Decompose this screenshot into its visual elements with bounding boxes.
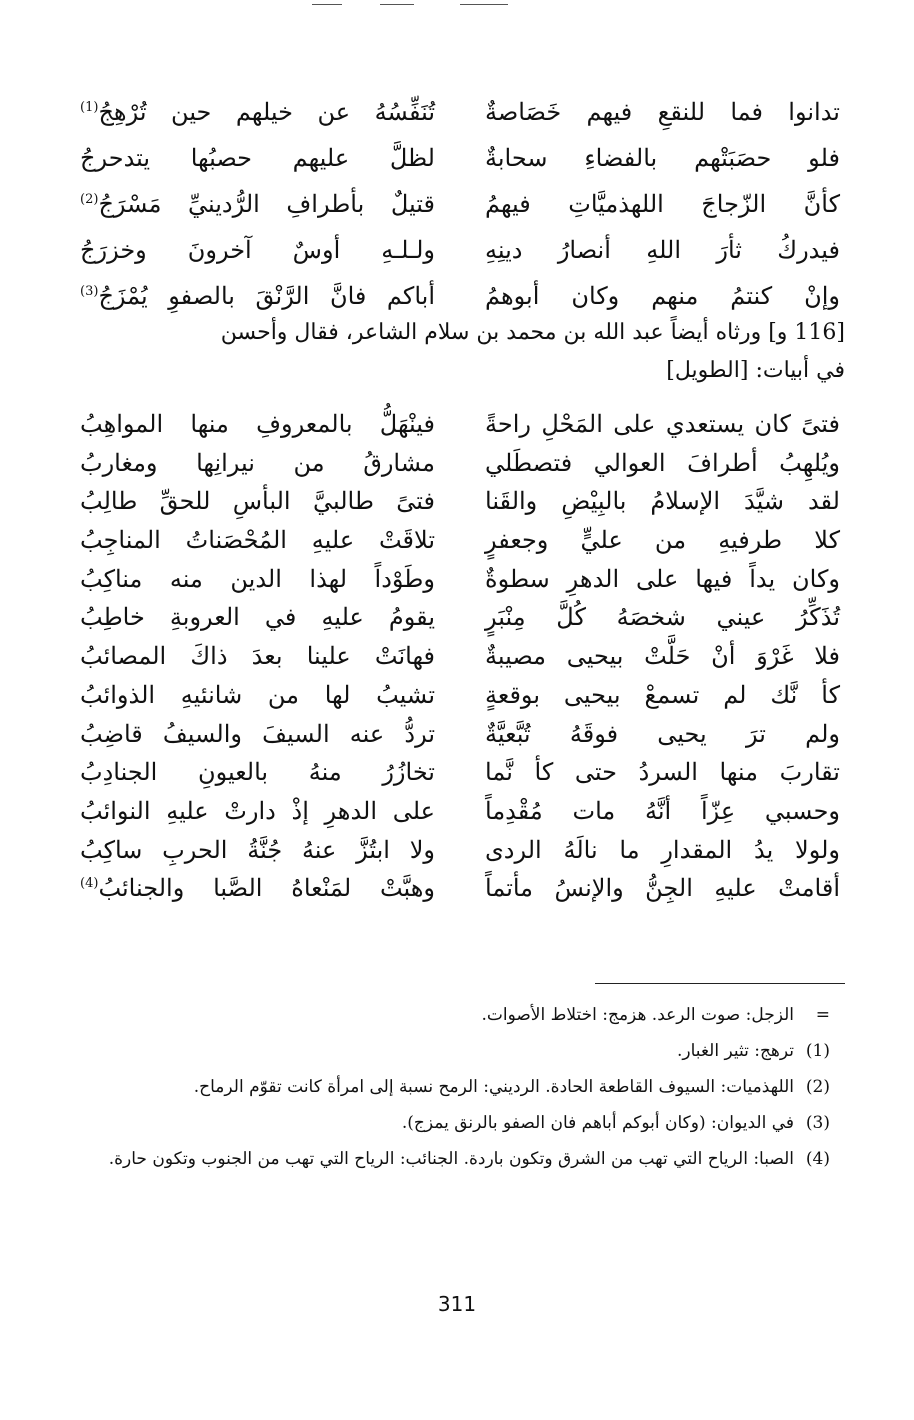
verse-couplet — [80, 874, 840, 913]
verse-second-hemistich — [80, 758, 435, 786]
hemistich-text: ولا ابتُزَّ عنهُ جُنَّةُ الحربِ ساكِبُ — [80, 835, 435, 864]
verse-couplet — [80, 565, 840, 604]
hemistich-text: فهانَتْ علينا بعدَ ذاكَ المصائبُ — [80, 642, 435, 671]
verse-second-hemistich — [80, 797, 435, 825]
verse-first-hemistich: فيدركُ ثأرَ اللهِ أنصارُ دينِهِ — [485, 236, 840, 264]
verse-second-hemistich — [80, 874, 435, 902]
footnote-marker: (1) — [80, 100, 99, 115]
verse-first-hemistich: تُذَكِّرُ عيني شخصَهُ كُلَّ مِنْبَرٍ — [485, 603, 840, 632]
hemistich-text: مشارقُ من نيرانِها ومغاربُ — [80, 448, 435, 477]
verse-couplet — [80, 720, 840, 759]
verse-couplet — [80, 449, 840, 488]
verse-first-hemistich: كأنَّ الزّجاجَ اللهذميَّاتِ فيهمُ — [485, 190, 840, 218]
footnote-marker: (3) — [80, 284, 99, 299]
verse-second-hemistich — [80, 487, 435, 515]
verse-second-hemistich — [80, 526, 435, 554]
verse-second-hemistich — [80, 565, 435, 593]
hemistich-text: تُنَفِّسُهُ عن خيلهم حين تُرْهِجُ — [98, 98, 435, 126]
verse-couplet — [80, 526, 840, 565]
footnote — [80, 1036, 830, 1066]
verse-second-hemistich — [80, 603, 435, 631]
top-marks — [0, 4, 914, 10]
footnote — [80, 1108, 830, 1138]
hemistich-text: وطَوْداً لهذا الدين منه مناكِبُ — [80, 564, 435, 593]
hemistich-text: تخازُرُ منهُ بالعيونِ الجنادِبُ — [80, 758, 435, 787]
footnote — [80, 1000, 830, 1030]
verse-second-hemistich — [80, 720, 435, 748]
page-number: 311 — [437, 1292, 477, 1316]
verse-couplet — [80, 98, 840, 144]
verse-second-hemistich — [80, 836, 435, 864]
footnote-text: ترهج: تثير الغبار. — [677, 1041, 794, 1061]
verse-first-hemistich: لقد شيَّدَ الإسلامُ بالبِيْضِ والقَنا — [485, 487, 840, 516]
verse-second-hemistich — [80, 282, 435, 310]
verse-couplet — [80, 681, 840, 720]
verse-second-hemistich — [80, 449, 435, 477]
footnotes — [80, 1000, 830, 1180]
verse-first-hemistich: كأ نَّك لم تسمعْ بيحيى بوقعةٍ — [485, 680, 840, 709]
footnote-number: (1) — [805, 1041, 830, 1061]
footnote-number: (4) — [805, 1149, 830, 1169]
verse-second-hemistich — [80, 410, 435, 438]
poem-section-2 — [80, 410, 840, 913]
verse-couplet — [80, 144, 840, 190]
footnote — [80, 1072, 830, 1102]
footnote-marker: (2) — [80, 192, 99, 207]
verse-couplet — [80, 797, 840, 836]
verse-first-hemistich: ولولا يدُ المقدارِ ما نالَهُ الردى — [485, 835, 840, 864]
verse-couplet — [80, 603, 840, 642]
verse-first-hemistich: وحسبي عِزّاً أنَّهُ مات مُقْدِماً — [485, 796, 840, 825]
verse-first-hemistich: تدانوا فما للنقعِ فيهم خَصَاصةٌ — [485, 98, 840, 126]
verse-couplet — [80, 642, 840, 681]
footnote-separator — [595, 983, 845, 984]
verse-couplet — [80, 410, 840, 449]
verse-first-hemistich: وكان يداً فيها على الدهرِ سطوةٌ — [485, 564, 840, 593]
footnote-number: (3) — [805, 1113, 830, 1133]
hemistich-text: فتىً طالبيَّ البأسِ للحقِّ طالِبُ — [80, 487, 435, 516]
footnote-number: = — [815, 1005, 830, 1025]
verse-first-hemistich: وإنْ كنتمُ منهم وكان أبوهمُ — [485, 282, 840, 310]
verse-couplet — [80, 190, 840, 236]
verse-first-hemistich: ويُلهِبُ أطرافَ العوالي فتصطَلي — [485, 448, 840, 477]
footnote-marker: (4) — [80, 876, 99, 892]
verse-first-hemistich: فتىً كان يستعدي على المَحْلِ راحةً — [485, 410, 840, 438]
footnote-text: الزجل: صوت الرعد. هزمج: اختلاط الأصوات. — [481, 1005, 794, 1025]
footnote-text: اللهذميات: السيوف القاطعة الحادة. الرديني: الرمح نسبة إلى امرأة كانت تقوّم الرماح. — [193, 1077, 794, 1097]
hemistich-text: قتيلٌ بأطرافِ الرُّدينيِّ مَسْرَجُ — [98, 190, 435, 218]
hemistich-text: وهبَّتْ لمَنْعاهُ الصَّبا والجنائبُ — [98, 874, 435, 903]
hemistich-text: تشيبُ لها من شانئيهِ الذوائبُ — [80, 680, 435, 709]
prose-line-1: [116 و] ورثاه أيضاً عبد الله بن محمد بن سلام الشاعر، فقال وأحسن — [220, 320, 845, 345]
hemistich-text: فينْهَلُّ بالمعروفِ منها المواهِبُ — [80, 410, 435, 438]
verse-second-hemistich — [80, 144, 435, 172]
verse-couplet — [80, 836, 840, 875]
hemistich-text: أباكم فانَّ الرَّنْقَ بالصفوِ يُمْزَجُ — [98, 282, 435, 310]
footnote — [80, 1144, 830, 1174]
verse-first-hemistich: ولم ترَ يحيى فوقَهُ تُبَّعيَّةٌ — [485, 719, 840, 748]
verse-second-hemistich — [80, 681, 435, 709]
verse-second-hemistich — [80, 190, 435, 218]
verse-second-hemistich — [80, 98, 435, 126]
verse-first-hemistich: فلا غَرْوَ أنْ حَلَّتْ بيحيى مصيبةٌ — [485, 642, 840, 671]
footnote-text: في الديوان: (وكان أبوكم أباهم فان الصفو بالرنق يمزج). — [401, 1113, 794, 1133]
verse-second-hemistich — [80, 642, 435, 670]
verse-first-hemistich: كلا طرفيهِ من عليٍّ وجعفرٍ — [485, 526, 840, 555]
hemistich-text: ولـلـهِ أوسٌ آخرونَ وخزرَجُ — [80, 236, 435, 264]
hemistich-text: يقومُ عليهِ في العروبةِ خاطِبُ — [80, 603, 435, 632]
verse-first-hemistich: تقاربَ منها السردُ حتى كأ نَّما — [485, 758, 840, 787]
footnote-text: الصبا: الرياح التي تهب من الشرق وتكون باردة. الجنائب: الرياح التي تهب من الجنوب وتكون حارة. — [108, 1149, 794, 1169]
verse-first-hemistich: فلو حصَبَتْهم بالفضاءِ سحابةٌ — [485, 144, 840, 172]
poem-section-1 — [80, 98, 840, 328]
verse-first-hemistich: أقامتْ عليهِ الجِنُّ والإنسُ مأتماً — [485, 874, 840, 903]
hemistich-text: تردُّ عنه السيفَ والسيفُ قاضِبُ — [80, 719, 435, 748]
footnote-number: (2) — [805, 1077, 830, 1097]
verse-couplet — [80, 236, 840, 282]
verse-second-hemistich — [80, 236, 435, 264]
verse-couplet — [80, 487, 840, 526]
hemistich-text: على الدهرِ إذْ دارتْ عليهِ النوائبُ — [80, 796, 435, 825]
hemistich-text: تلاقَتْ عليهِ المُحْصَناتُ المناجِبُ — [80, 526, 435, 555]
prose-line-2: في أبيات: [الطويل] — [666, 358, 845, 383]
verse-couplet — [80, 758, 840, 797]
hemistich-text: لظلَّ عليهم حصبُها يتدحرجُ — [80, 144, 435, 172]
